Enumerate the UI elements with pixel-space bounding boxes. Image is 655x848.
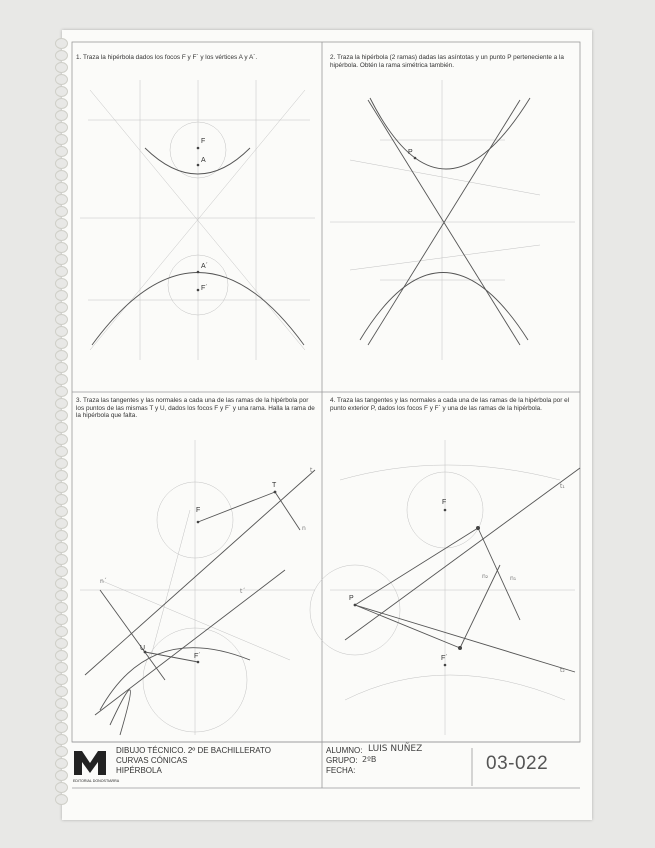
group-value[interactable]: 2ºB <box>362 755 377 764</box>
label-U: U <box>140 645 146 652</box>
exercise-2-prompt: 2. Traza la hipérbola (2 ramas) dadas las asíntotas y un punto P perteneciente a la hipérbola. Obtén la rama simétrica también. <box>330 54 564 69</box>
label-t1: t₁ <box>560 483 565 490</box>
exercise-1-drawing <box>80 80 315 360</box>
exercise-4-prompt: 4. Traza las tangentes y las normales a cada una de las ramas de la hipérbola por el punto exterior P, dados los focos F y F´ y una de las ramas de la hipérbola. <box>330 397 570 412</box>
label-n2: n₂ <box>482 573 489 580</box>
exercise-3-drawing <box>80 440 315 735</box>
label-n-prime: n´ <box>100 578 107 585</box>
exercise-2-drawing <box>330 80 575 360</box>
label-F-ex4: F <box>442 499 447 506</box>
topic-label: CURVAS CÓNICAS <box>116 756 188 765</box>
logo-text: EDITORIAL DONOSTIARRA <box>73 779 120 783</box>
student-value[interactable]: LUIS NUÑEZ <box>368 744 423 754</box>
student-label: ALUMNO: <box>326 746 363 755</box>
publisher-logo <box>72 745 120 785</box>
label-t-prime: t´ <box>240 588 246 595</box>
label-A-prime: A´ <box>201 263 208 270</box>
label-P: P <box>408 149 413 156</box>
label-F-prime-ex3: F´ <box>194 653 201 660</box>
sheet-code: 03-022 <box>486 753 549 774</box>
label-A: A <box>201 157 206 164</box>
label-F-ex3: F <box>196 507 201 514</box>
subtopic-label: HIPÉRBOLA <box>116 766 162 775</box>
label-P-ex4: P <box>349 595 354 602</box>
label-F-prime: F´ <box>201 285 208 292</box>
subject-label: DIBUJO TÉCNICO. 2º DE BACHILLERATO <box>116 746 271 755</box>
exercise-3-prompt: 3. Traza las tangentes y las normales a cada una de las ramas de la hipérbola por los puntos de las mismas T y U, dados los focos F y F´ y una rama. Halla la rama de la hipérbola que falta. <box>76 397 315 420</box>
label-F: F <box>201 138 206 145</box>
label-t2: t₂ <box>560 667 565 674</box>
label-n1: n₁ <box>510 575 517 582</box>
label-t: t <box>310 467 313 474</box>
group-label: GRUPO: <box>326 756 358 765</box>
exercise-4-drawing <box>310 440 580 735</box>
exercise-1-prompt: 1. Traza la hipérbola dados los focos F y F´ y los vértices A y A´. <box>76 54 258 61</box>
label-T: T <box>272 482 277 489</box>
date-label: FECHA: <box>326 766 356 775</box>
label-n: n <box>302 525 306 532</box>
label-F-prime-ex4: F´ <box>441 655 448 662</box>
